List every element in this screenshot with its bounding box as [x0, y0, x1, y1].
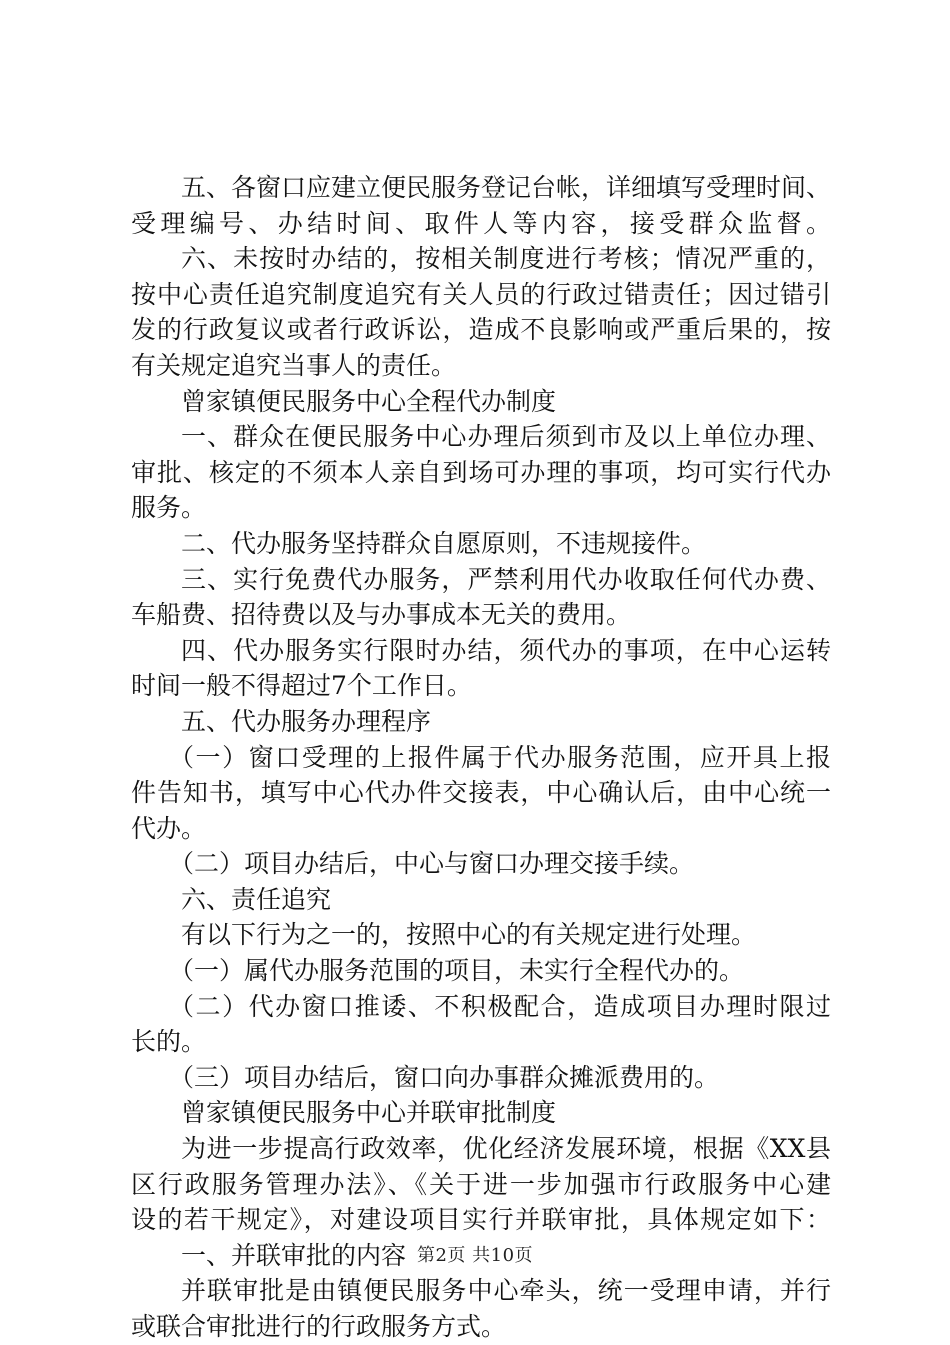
- text-line: 六、责任追究: [181, 884, 332, 914]
- text-line: 六、未按时办结的，按相关制度进行考核；情况严重的，: [181, 244, 831, 274]
- text-line: （二）项目办结后，中心与窗口办理交接手续。: [169, 849, 695, 879]
- text-line: （一）属代办服务范围的项目，未实行全程代办的。: [169, 956, 745, 986]
- text-line: 件告知书，填写中心代办件交接表，中心确认后，由中心统一: [131, 778, 831, 808]
- text-line: 审批、核定的不须本人亲自到场可办理的事项，均可实行代办: [131, 457, 831, 487]
- text-line: 有关规定追究当事人的责任。: [131, 350, 457, 380]
- text-line: 车船费、招待费以及与办事成本无关的费用。: [131, 600, 632, 630]
- text-line: 代办。: [131, 813, 207, 843]
- text-line: 服务。: [131, 493, 207, 523]
- page-number-footer: 第2页 共10页: [416, 1245, 534, 1266]
- text-line: 为进一步提高行政效率，优化经济发展环境，根据《XX县: [181, 1134, 831, 1164]
- text-line: 设的若干规定》，对建设项目实行并联审批，具体规定如下：: [131, 1205, 831, 1235]
- text-line: （二）代办窗口推诿、不积极配合，造成项目办理时限过: [169, 991, 831, 1021]
- text-line: 发的行政复议或者行政诉讼，造成不良影响或严重后果的，按: [131, 315, 831, 345]
- text-line: 二、代办服务坚持群众自愿原则，不违规接件。: [181, 528, 707, 558]
- text-line: 时间一般不得超过7个工作日。: [131, 671, 472, 701]
- section-heading: 曾家镇便民服务中心全程代办制度: [181, 386, 557, 416]
- text-line: 三、实行免费代办服务，严禁利用代办收取任何代办费、: [181, 564, 831, 594]
- text-line: 一、群众在便民服务中心办理后须到市及以上单位办理、: [181, 422, 831, 452]
- text-line: 长的。: [131, 1027, 207, 1057]
- text-line: （三）项目办结后，窗口向办事群众摊派费用的。: [169, 1062, 720, 1092]
- text-line: 并联审批是由镇便民服务中心牵头，统一受理申请，并行: [181, 1276, 831, 1306]
- text-line: （一）窗口受理的上报件属于代办服务范围，应开具上报: [169, 742, 831, 772]
- section-heading: 曾家镇便民服务中心并联审批制度: [181, 1098, 557, 1128]
- text-line: 按中心责任追究制度追究有关人员的行政过错责任；因过错引: [131, 279, 831, 309]
- text-line: 一、并联审批的内容: [181, 1240, 407, 1270]
- text-line: 五、各窗口应建立便民服务登记台帐，详细填写受理时间、: [181, 173, 831, 202]
- text-line: 或联合审批进行的行政服务方式。: [131, 1312, 507, 1341]
- text-line: 受理编号、办结时间、取件人等内容，接受群众监督。: [131, 208, 831, 238]
- text-line: 区行政服务管理办法》、《关于进一步加强市行政服务中心建: [131, 1169, 831, 1199]
- text-line: 有以下行为之一的，按照中心的有关规定进行处理。: [181, 920, 757, 950]
- document-body: [131, 170, 831, 1345]
- text-line: 四、代办服务实行限时办结，须代办的事项，在中心运转: [181, 635, 831, 665]
- text-line: 五、代办服务办理程序: [181, 706, 432, 736]
